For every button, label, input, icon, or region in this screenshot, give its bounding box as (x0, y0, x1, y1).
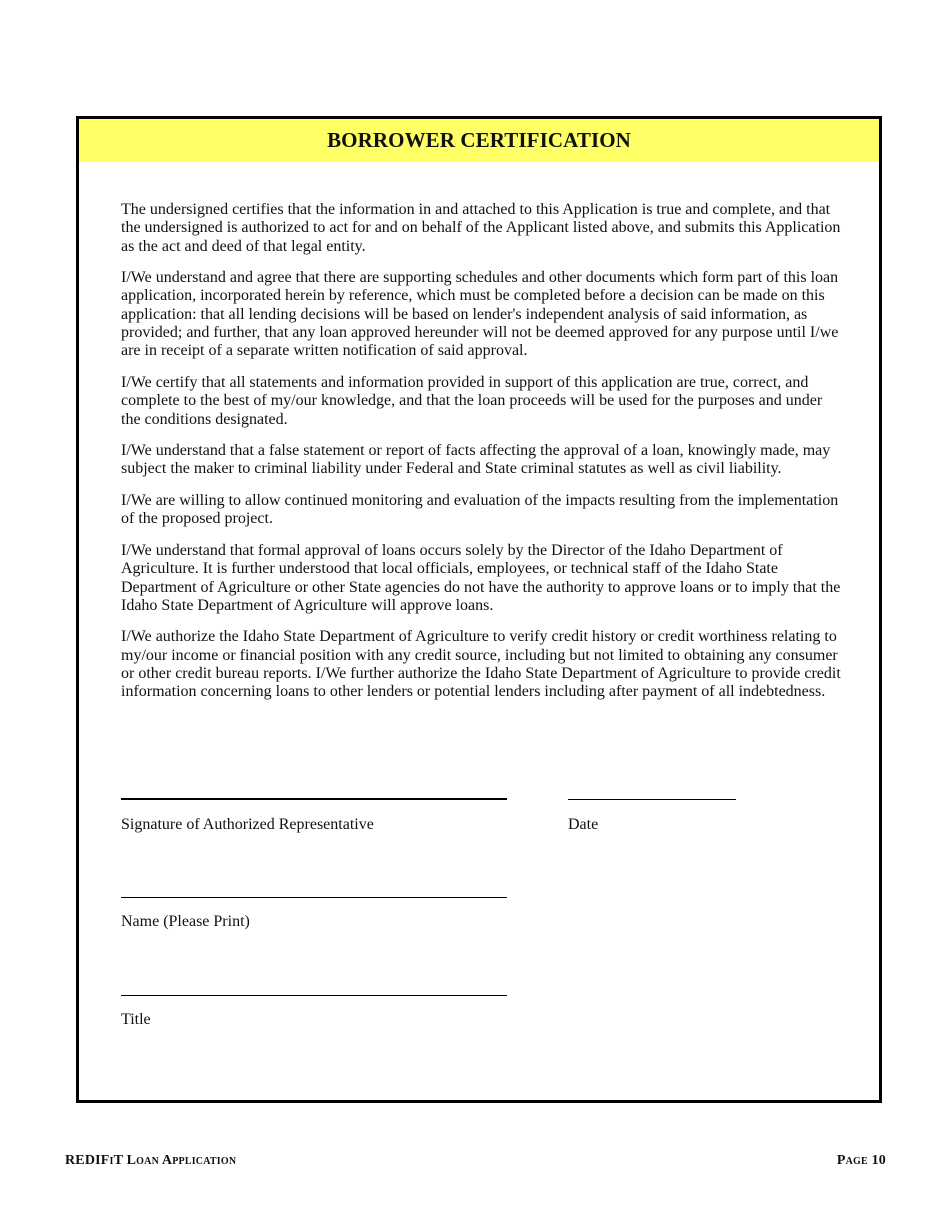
date-label: Date (568, 816, 599, 833)
paragraph-1: The undersigned certifies that the information in and attached to this Application is true and complete, and that the undersigned is authorized to act for and on behalf of the Applicant listed above, and submits this Application as the act and deed of that legal entity. (121, 201, 841, 255)
paragraph-7: I/We authorize the Idaho State Department of Agriculture to verify credit history or credit worthiness relating to my/our income or financial position with any credit source, including but not limited to obtaining any consumer or other credit bureau reports. I/We further authorize the Idaho State Department of Agriculture to provide credit information concerning loans to other lenders or potential lenders including after payment of all indebtedness. (121, 628, 841, 701)
paragraph-4: I/We understand that a false statement or report of facts affecting the approval of a loan, knowingly made, may subject the maker to criminal liability under Federal and State criminal statutes as well as civil liability. (121, 442, 831, 478)
title-line[interactable] (121, 995, 507, 996)
paragraph-3: I/We certify that all statements and information provided in support of this application are true, correct, and complete to the best of my/our knowledge, and that the loan proceeds will be used for the purposes and under the conditions designated. (121, 373, 823, 428)
paragraph-5: I/We are willing to allow continued monitoring and evaluation of the impacts resulting from the implementation of the proposed project. (121, 492, 839, 528)
paragraph-2: I/We understand and agree that there are supporting schedules and other documents which form part of this loan application, incorporated herein by reference, which must be completed before a decision can be made on this application: that all lending decisions will be based on lender's independent analysis of said information, as provided; and further, that any loan approved hereunder will not be deemed approved for any purpose until I/we are in receipt of a separate written notification of said approval. (121, 269, 839, 360)
name-line[interactable] (121, 897, 507, 898)
name-label: Name (Please Print) (121, 913, 250, 930)
certification-text (121, 201, 841, 715)
signature-line[interactable] (121, 798, 507, 800)
signature-label: Signature of Authorized Representative (121, 816, 374, 833)
title-label: Title (121, 1011, 151, 1028)
footer-document-name: REDIFiT Loan Application (65, 1153, 237, 1168)
section-title: BORROWER CERTIFICATION (327, 128, 631, 152)
certification-box (76, 116, 882, 1103)
footer-page-number: Page 10 (836, 1153, 886, 1168)
date-line[interactable] (568, 799, 736, 800)
section-header (79, 119, 879, 162)
paragraph-6: I/We understand that formal approval of loans occurs solely by the Director of the Idaho Department of Agriculture. It is further understood that local officials, employees, or technical staff of the Idaho State Department of Agriculture or other State agencies do not have the authority to approve loans or to imply that the Idaho State Department of Agriculture will approve loans. (121, 541, 841, 614)
